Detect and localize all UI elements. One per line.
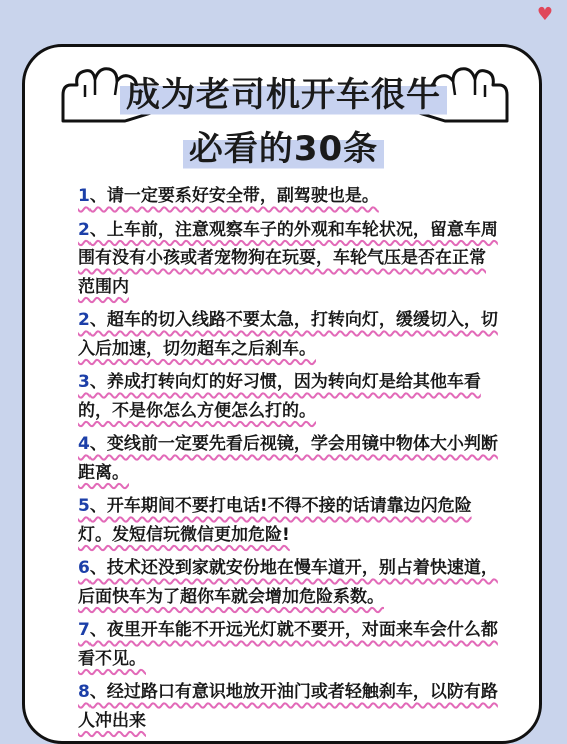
item-text: 、开车期间不要打电话!不得不接的话请靠边闪危险灯。发短信玩微信更加危险! <box>78 496 472 545</box>
list-item <box>78 216 498 302</box>
item-number: 3 <box>78 372 90 392</box>
item-number: 5 <box>78 496 90 516</box>
item-number: 8 <box>78 682 90 702</box>
list-item <box>78 678 498 735</box>
list-item <box>78 368 498 425</box>
list-item <box>78 182 498 211</box>
item-number: 6 <box>78 558 90 578</box>
item-text: 、养成打转向灯的好习惯，因为转向灯是给其他车看的，不是你怎么方便怎么打的。 <box>78 372 481 421</box>
item-text: 、夜里开车能不开远光灯就不要开，对面来车会什么都看不见。 <box>78 620 498 669</box>
list-item <box>78 306 498 363</box>
item-number: 4 <box>78 434 90 454</box>
page-subtitle: 必看的30条 <box>183 126 384 172</box>
heart-icon: ♥ <box>536 4 553 25</box>
item-text: 、请一定要系好安全带，副驾驶也是。 <box>89 186 379 206</box>
tips-list <box>78 182 498 740</box>
item-number: 7 <box>78 620 90 640</box>
list-item <box>78 554 498 611</box>
list-item <box>78 430 498 487</box>
title-block <box>0 72 567 172</box>
item-text: 、技术还没到家就安份地在慢车道开，别占着快速道，后面快车为了超你车就会增加危险系数。 <box>78 558 498 607</box>
item-number: 2 <box>78 219 90 240</box>
item-text: 、经过路口有意识地放开油门或者轻触刹车，以防有路人冲出来 <box>78 682 498 731</box>
item-number: 2 <box>78 310 90 330</box>
item-text: 、上车前，注意观察车子的外观和车轮状况，留意车周围有没有小孩或者宠物狗在玩耍，车轮气压是否在正常范围内 <box>78 219 498 297</box>
item-text: 、超车的切入线路不要太急，打转向灯，缓缓切入，切入后加速，切勿超车之后刹车。 <box>78 310 498 359</box>
list-item <box>78 492 498 549</box>
list-item <box>78 616 498 673</box>
item-number: 1 <box>78 186 90 206</box>
item-text: 、变线前一定要先看后视镜，学会用镜中物体大小判断距离。 <box>78 434 498 483</box>
page-title: 成为老司机开车很牛 <box>120 72 447 118</box>
